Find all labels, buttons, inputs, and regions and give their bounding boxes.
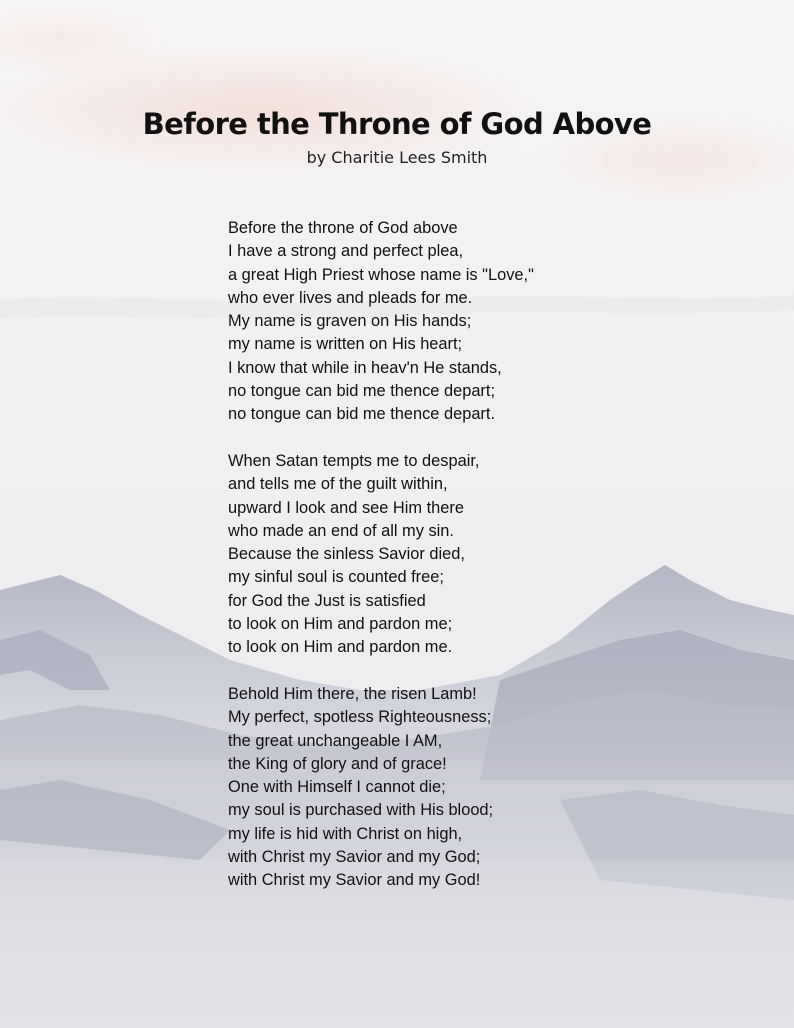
poem-line: Because the sinless Savior died, [228, 545, 465, 564]
poem-line: for God the Just is satisfied [228, 591, 426, 610]
stanza-1 [228, 217, 688, 427]
poem-line: no tongue can bid me thence depart. [228, 405, 495, 424]
poem-line: with Christ my Savior and my God; [228, 848, 481, 867]
poem-line: the great unchangeable I AM, [228, 731, 443, 750]
poem-line: One with Himself I cannot die; [228, 778, 446, 797]
poem-line: I have a strong and perfect plea, [228, 242, 464, 261]
poem-line: upward I look and see Him there [228, 498, 464, 517]
poem-line: who ever lives and pleads for me. [228, 288, 473, 307]
poem-line: my name is written on His heart; [228, 335, 463, 354]
poem-line: my sinful soul is counted free; [228, 568, 444, 587]
poem-body [228, 217, 688, 916]
poem-title: Before the Throne of God Above [142, 107, 652, 141]
poem-line: My name is graven on His hands; [228, 312, 472, 331]
poem-line: the King of glory and of grace! [228, 754, 447, 773]
poem-line: a great High Priest whose name is "Love," [228, 265, 534, 284]
poem-line: my life is hid with Christ on high, [228, 824, 463, 843]
poem-line: to look on Him and pardon me. [228, 638, 453, 657]
poem-line: and tells me of the guilt within, [228, 475, 448, 494]
poem-line: I know that while in heav'n He stands, [228, 358, 502, 377]
poem-line: Behold Him there, the risen Lamb! [228, 684, 477, 703]
poem-author: by Charitie Lees Smith [306, 148, 488, 167]
poem-line: no tongue can bid me thence depart; [228, 382, 495, 401]
poem-line: Before the throne of God above [228, 219, 458, 237]
poem-line: who made an end of all my sin. [228, 521, 454, 540]
poem-line: with Christ my Savior and my God! [228, 871, 481, 890]
stanza-2 [228, 450, 688, 660]
poem-line: When Satan tempts me to despair, [228, 451, 480, 470]
poem-line: My perfect, spotless Righteousness; [228, 708, 492, 727]
poem-line: to look on Him and pardon me; [228, 615, 453, 634]
poem-line: my soul is purchased with His blood; [228, 801, 494, 820]
stanza-3 [228, 683, 688, 893]
